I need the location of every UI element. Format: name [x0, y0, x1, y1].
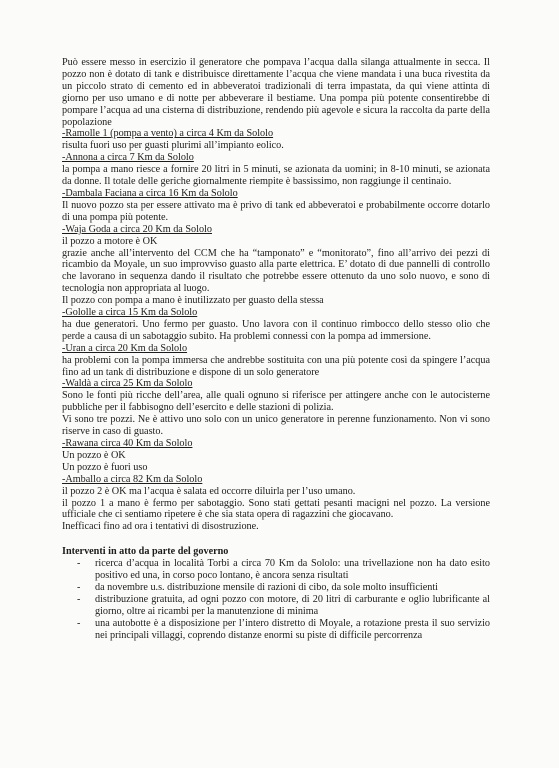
paragraph: il pozzo 2 è OK ma l’acqua è salata ed occorre diluirla per l’uso umano.	[62, 485, 356, 497]
paragraph: Sono le fonti più ricche dell’area, alle quali ognuno si riferisce per attingere anche con le autocisterne pubbliche per il fabbisogno dell’esercito e delle stazioni di polizia.	[62, 390, 490, 414]
intervention-list	[62, 558, 490, 641]
intervention-item: - da novembre u.s. distribuzione mensile di razioni di cibo, da sole molto insufficienti	[77, 582, 490, 594]
paragraph: la pompa a mano riesce a fornire 20 litri in 5 minuti, se azionata da uomini; in 8-10 minuti, se azionata da donne. Il totale delle geriche giornalmente riempite è bassissimo, non raggiunge il centinaio.	[62, 164, 490, 188]
paragraph: il pozzo a motore è OK	[62, 235, 158, 247]
location-heading: -Uran a circa 20 Km da Sololo	[62, 342, 188, 354]
location-heading: -Ramolle 1 (pompa a vento) a circa 4 Km da Sololo	[62, 128, 274, 140]
paragraph-list	[62, 57, 490, 533]
paragraph: Un pozzo è fuori uso	[62, 461, 148, 473]
document-body	[62, 57, 490, 642]
location-heading: -Dambala Faciana a circa 16 Km da Sololo	[62, 187, 238, 199]
paragraph: risulta fuori uso per guasti plurimi all’impianto eolico.	[62, 140, 284, 152]
paragraph: ha due generatori. Uno fermo per guasto. Uno lavora con il continuo rimbocco dello stesso olio che perde a causa di un sabotaggio subito. Ha problemi connessi con la pompa ad immersione.	[62, 318, 490, 342]
paragraph: Può essere messo in esercizio il generatore che pompava l’acqua dalla silanga attualmente in secca. Il pozzo non è dotato di tank e distribuisce direttamente l’acqua che viene mandata i una buca rivestita da un piccolo strato di cemento ed in abbeveratoi tradizionali di terra impastata, da qui viene attinta di giorno per uso umano e di notte per abbeverare il bestiame. Una pompa più potente consentirebbe di pompare l’acqua ad una cisterna di distribuzione, rendendo più agevole e sicura la raccolta da parte della popolazione	[62, 57, 490, 128]
location-heading: -Rawana circa 40 Km da Sololo	[62, 438, 193, 449]
paragraph: ha problemi con la pompa immersa che andrebbe sostituita con una più potente così da spingere l’acqua fino ad un tank di distribuzione e dispone di un solo generatore	[62, 354, 490, 378]
paragraph: Un pozzo è OK	[62, 449, 126, 461]
location-heading: -Waldà a circa 25 Km da Sololo	[62, 378, 193, 390]
intervention-item: - ricerca d’acqua in località Torbi a circa 70 Km da Sololo: una trivellazione non ha dato esito positivo ed una, in corso poco lontano, è ancora senza risultati	[77, 558, 490, 582]
paragraph: grazie anche all’intervento del CCM che ha “tamponato” e “monitorato”, fino all’arrivo dei pezzi di ricambio da Moyale, un suo improvviso guasto alla parte elettrica. E’ dotato di due pannelli di controllo che lavorano in sequenza dando il risultato che potrebbe essere ottenuto da uno solo nuovo, e sono di tecnologia non appropriata al luogo.	[62, 247, 490, 295]
paragraph: Il pozzo con pompa a mano è inutilizzato per guasto della stessa	[62, 295, 324, 307]
paragraph: Inefficaci fino ad ora i tentativi di disostruzione.	[62, 521, 259, 533]
paragraph: Il nuovo pozzo sta per essere attivato ma è privo di tank ed abbeveratoi e probabilmente occorre dotarlo di una pompa più potente.	[62, 199, 490, 223]
section-heading: Interventi in atto da parte del governo	[62, 546, 229, 558]
intervention-item: - una autobotte è a disposizione per l’intero distretto di Moyale, a rotazione presta il suo servizio nei principali villaggi, coprendo distanze enormi su piste di difficile percorrenza	[77, 618, 490, 642]
location-heading: -Amballo a circa 82 Km da Sololo	[62, 473, 203, 485]
paragraph: il pozzo 1 a mano è fermo per sabotaggio. Sono stati gettati pesanti macigni nel pozzo. La versione ufficiale che ci sentiamo ripetere è che sia stata opera di ragazzini che giocavano.	[62, 497, 490, 521]
location-heading: -Waja Goda a circa 20 Km da Sololo	[62, 223, 212, 235]
location-heading: -Annona a circa 7 Km da Sololo	[62, 152, 194, 164]
location-heading: -Gololle a circa 15 Km da Sololo	[62, 307, 198, 319]
intervention-item: - distribuzione gratuita, ad ogni pozzo con motore, di 20 litri di carburante e oglio lubrificante al giorno, oltre ai ricambi per la manutenzione di minima	[77, 594, 490, 618]
paragraph: Vi sono tre pozzi. Ne è attivo uno solo con un unico generatore in perenne funzionamento. Non vi sono riserve in caso di guasto.	[62, 414, 490, 438]
